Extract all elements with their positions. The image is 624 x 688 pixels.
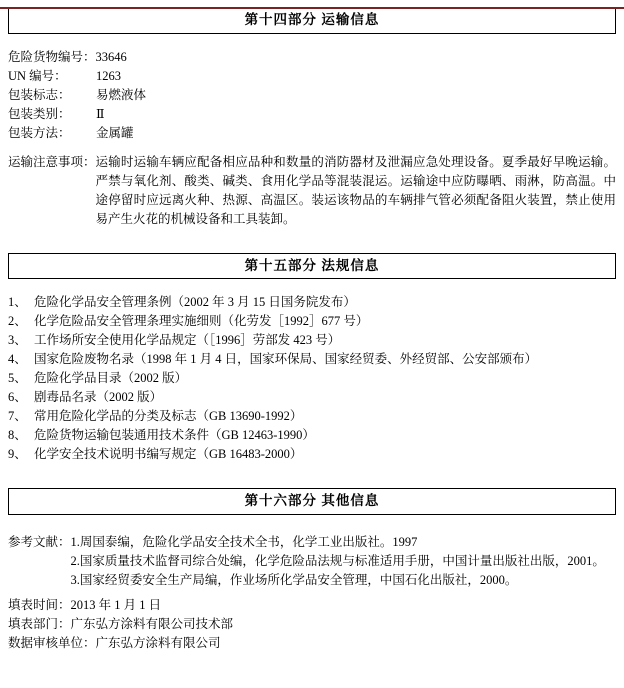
list-item bbox=[8, 426, 616, 445]
list-item bbox=[8, 369, 616, 388]
list-item-text: 常用危险化学品的分类及标志（GB 13690-1992） bbox=[34, 409, 303, 423]
field-value: 33646 bbox=[95, 49, 127, 64]
spacer bbox=[8, 229, 616, 243]
section-header-other-info: 第十六部分 其他信息 bbox=[8, 488, 616, 515]
fill-department: 填表部门：广东弘方涂料有限公司技术部 bbox=[8, 616, 234, 631]
list-item-number: 7、 bbox=[8, 409, 27, 423]
fill-date: 填表时间：2013 年 1 月 1 日 bbox=[8, 597, 162, 612]
field-value: 金属罐 bbox=[96, 125, 134, 140]
transport-notes bbox=[8, 153, 616, 229]
list-item-text: 化学危险品安全管理条理实施细则（化劳发［1992］677 号） bbox=[34, 314, 369, 328]
spacer bbox=[8, 143, 616, 153]
field-label: 包装类别： bbox=[8, 106, 71, 121]
transport-notes-label: 运输注意事项： bbox=[8, 154, 96, 169]
field-label: 包装方法： bbox=[8, 125, 71, 140]
list-item-number: 1、 bbox=[8, 295, 27, 309]
reference-item: 3.国家经贸委安全生产局编，作业场所化学品安全管理，中国石化出版社，2000。 bbox=[70, 572, 518, 587]
list-item-number: 8、 bbox=[8, 428, 27, 442]
field-label: 危险货物编号： bbox=[8, 49, 96, 64]
spacer bbox=[8, 515, 616, 529]
list-item-text: 危险化学品目录（2002 版） bbox=[34, 371, 188, 385]
page-top-rule bbox=[0, 7, 624, 9]
list-item bbox=[8, 445, 616, 464]
list-item-text: 危险货物运输包装通用技术条件（GB 12463-1990） bbox=[34, 428, 315, 442]
field-value: 1263 bbox=[96, 68, 121, 83]
list-item bbox=[8, 407, 616, 426]
list-item-text: 危险化学品安全管理条例（2002 年 3 月 15 日国务院发布） bbox=[34, 295, 356, 309]
section-header-regulations: 第十五部分 法规信息 bbox=[8, 253, 616, 280]
references-label: 参考文献： bbox=[8, 534, 71, 549]
list-item bbox=[8, 350, 616, 369]
list-item-text: 剧毒品名录（2002 版） bbox=[34, 390, 163, 404]
field-value: 易燃液体 bbox=[96, 87, 147, 102]
spacer bbox=[8, 34, 616, 48]
regulations-list bbox=[8, 293, 616, 464]
field-label: 包装标志： bbox=[8, 87, 71, 102]
field-row bbox=[8, 48, 616, 67]
list-item-number: 2、 bbox=[8, 314, 27, 328]
section-header-transport: 第十四部分 运输信息 bbox=[8, 7, 616, 34]
spacer bbox=[8, 464, 616, 478]
list-item-number: 5、 bbox=[8, 371, 27, 385]
list-item bbox=[8, 312, 616, 331]
field-row bbox=[8, 86, 616, 105]
reference-item: 2.国家质量技术监督司综合处编，化学危险品法规与标准适用手册，中国计量出版社出版，2001。 bbox=[70, 553, 605, 568]
spacer bbox=[8, 243, 616, 253]
field-label: UN 编号： bbox=[8, 68, 67, 83]
transport-fields bbox=[8, 48, 616, 143]
list-item bbox=[8, 331, 616, 350]
field-row bbox=[8, 105, 616, 124]
list-item-text: 工作场所安全使用化学品规定（［1996］劳部发 423 号） bbox=[34, 333, 341, 347]
data-review-unit: 数据审核单位：广东弘方涂料有限公司 bbox=[8, 635, 221, 650]
list-item-number: 4、 bbox=[8, 352, 27, 366]
field-value: Ⅱ bbox=[96, 106, 105, 121]
list-item-text: 化学安全技术说明书编写规定（GB 16483-2000） bbox=[34, 447, 303, 461]
spacer bbox=[8, 279, 616, 293]
references-block bbox=[8, 533, 616, 590]
list-item-number: 3、 bbox=[8, 333, 27, 347]
transport-notes-text: 运输时运输车辆应配备相应品种和数量的消防器材及泄漏应急处理设备。夏季最好早晚运输。严禁与氧化剂、酸类、碱类、食用化学品等混装混运。运输途中应防曝晒、雨淋，防高温。中途停留时应远离火种、热源、高温区。装运该物品的车辆排气管必须配备阻火装置，禁止使用易产生火花的机械设备和工具装卸。 bbox=[95, 154, 616, 226]
spacer bbox=[8, 478, 616, 488]
reference-item: 1.周国泰编，危险化学品安全技术全书，化学工业出版社。1997 bbox=[70, 534, 418, 549]
list-item-text: 国家危险废物名录（1998 年 1 月 4 日，国家环保局、国家经贸委、外经贸部、公安部颁布） bbox=[34, 352, 538, 366]
list-item bbox=[8, 388, 616, 407]
list-item-number: 9、 bbox=[8, 447, 27, 461]
references-list bbox=[71, 533, 616, 590]
list-item-number: 6、 bbox=[8, 390, 27, 404]
document-footer-info bbox=[8, 596, 616, 653]
document-page bbox=[0, 7, 624, 688]
list-item bbox=[8, 293, 616, 312]
field-row bbox=[8, 67, 616, 86]
field-row bbox=[8, 124, 616, 143]
